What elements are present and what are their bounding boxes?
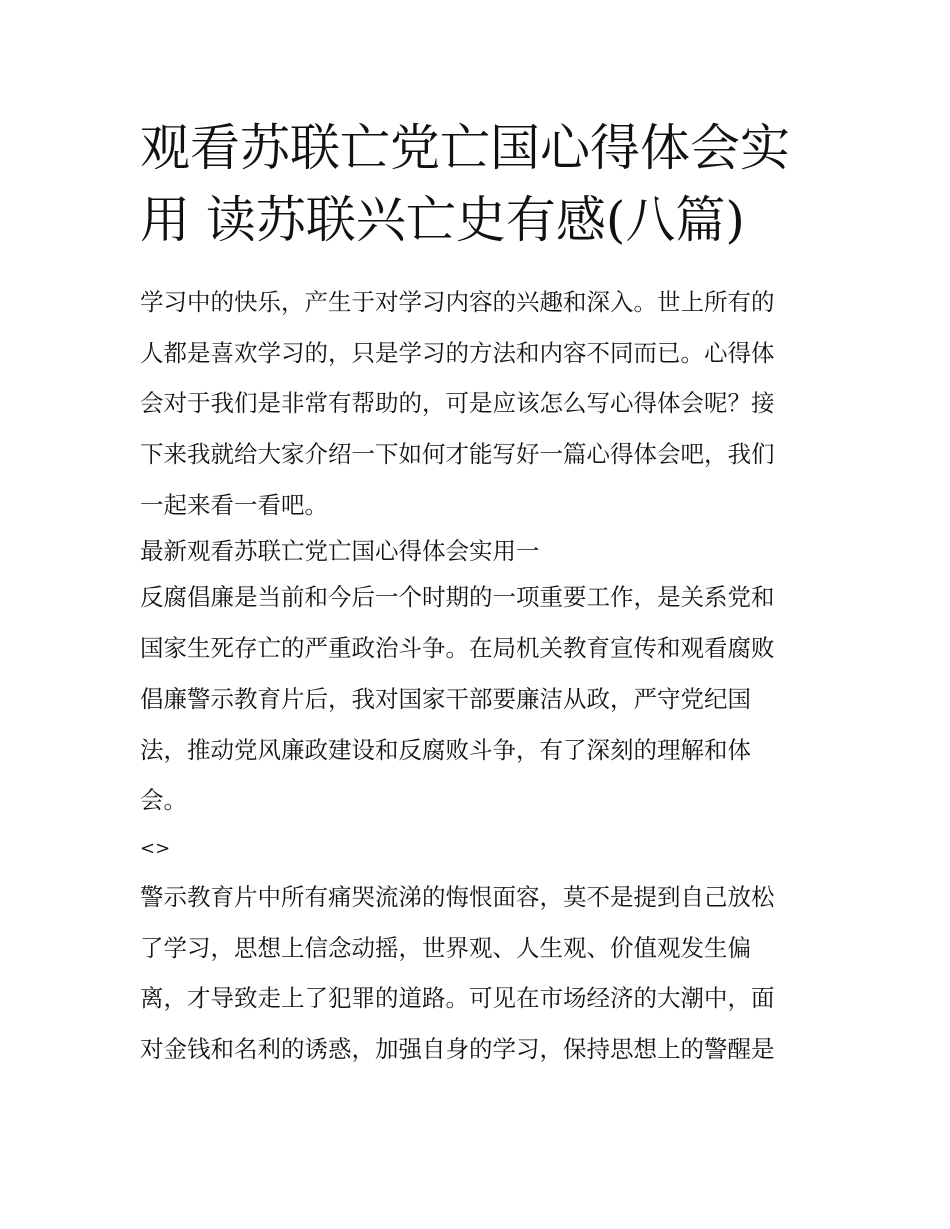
text-line: 会。 [140,786,187,815]
text-line: 下来我就给大家介绍一下如何才能写好一篇心得体会吧，我们 [140,440,775,469]
intro-paragraph [140,277,820,530]
text-line: 会对于我们是非常有帮助的，可是应该怎么写心得体会呢？接 [140,389,775,418]
text-line: 学习中的快乐，产生于对学习内容的兴趣和深入。世上所有的 [140,288,775,316]
text-line: 离，才导致走上了犯罪的道路。可见在市场经济的大潮中，面 [140,984,775,1013]
paragraph-1 [140,572,820,825]
text-line: 法，推动党风廉政建设和反腐败斗争，有了深刻的理解和体 [140,735,751,764]
text-line: 反腐倡廉是当前和今后一个时期的一项重要工作，是关系党和 [140,583,775,612]
text-line: 警示教育片中所有痛哭流涕的悔恨面容，莫不是提到自己放松 [140,882,775,911]
paragraph-2 [140,872,820,1075]
title-line: 用 读苏联兴亡史有感(八篇) [140,191,745,249]
text-line: 倡廉警示教育片后，我对国家干部要廉洁从政，严守党纪国 [140,684,751,713]
text-line: 国家生死存亡的严重政治斗争。在局机关教育宣传和观看腐败 [140,634,775,663]
text-line: 了学习，思想上信念动摇，世界观、人生观、价值观发生偏 [140,933,751,962]
text-line: 人都是喜欢学习的，只是学习的方法和内容不同而已。心得体 [140,338,775,367]
title-line: 观看苏联亡党亡国心得体会实 [140,119,790,177]
text-line: 一起来看一看吧。 [140,490,328,519]
text-line: 对金钱和名利的诱惑，加强自身的学习，保持思想上的警醒是 [140,1034,775,1063]
marker-text: <> [140,837,171,859]
document-title [140,112,820,256]
section-heading: 最新观看苏联亡党亡国心得体会实用一 [140,537,540,566]
document-body [140,277,820,1075]
